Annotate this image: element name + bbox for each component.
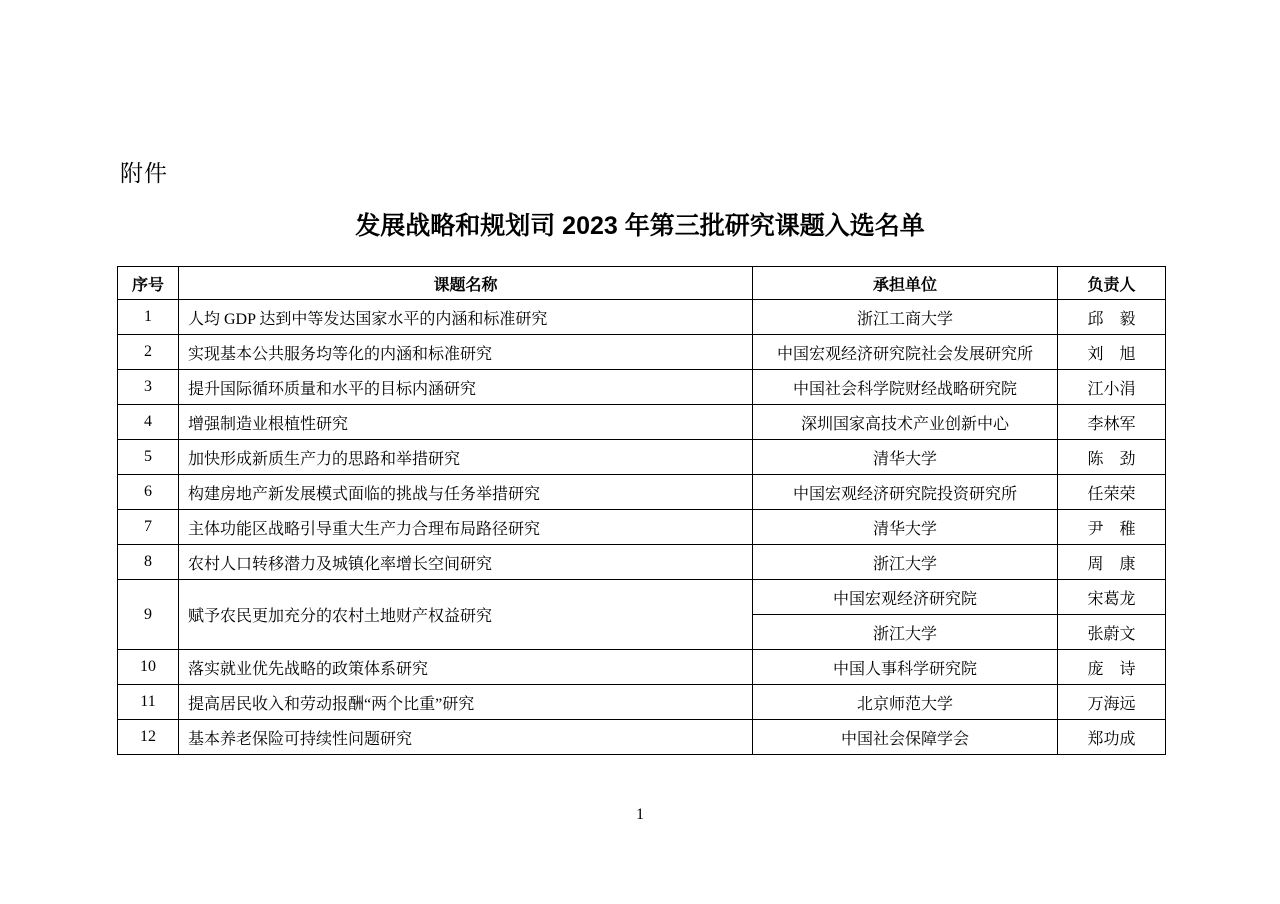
serial-number-cell: 11 [118,685,179,720]
leader-cell: 刘 旭 [1058,335,1166,370]
table-row [118,440,1166,475]
leader-cell: 邱 毅 [1058,300,1166,335]
serial-number-cell: 8 [118,545,179,580]
topic-name-cell: 赋予农民更加充分的农村土地财产权益研究 [179,580,753,650]
header-serial-number: 序号 [118,267,179,300]
serial-number-cell: 10 [118,650,179,685]
serial-number-cell: 1 [118,300,179,335]
unit-cell: 中国宏观经济研究院社会发展研究所 [753,335,1058,370]
topic-name-cell: 基本养老保险可持续性问题研究 [179,720,753,755]
table-body [118,300,1166,755]
unit-cell: 深圳国家高技术产业创新中心 [753,405,1058,440]
table-row [118,720,1166,755]
unit-cell: 清华大学 [753,510,1058,545]
topic-name-cell: 提升国际循环质量和水平的目标内涵研究 [179,370,753,405]
table-row [118,510,1166,545]
table-row [118,545,1166,580]
topic-name-cell: 构建房地产新发展模式面临的挑战与任务举措研究 [179,475,753,510]
leader-cell: 陈 劲 [1058,440,1166,475]
unit-cell: 浙江工商大学 [753,300,1058,335]
table-row [118,580,1166,615]
table-row [118,650,1166,685]
unit-cell: 中国社会科学院财经战略研究院 [753,370,1058,405]
topic-name-cell: 提高居民收入和劳动报酬“两个比重”研究 [179,685,753,720]
table-row [118,370,1166,405]
leader-cell: 任荣荣 [1058,475,1166,510]
table-row [118,405,1166,440]
leader-cell: 李林军 [1058,405,1166,440]
unit-cell: 中国人事科学研究院 [753,650,1058,685]
serial-number-cell: 6 [118,475,179,510]
leader-cell: 郑功成 [1058,720,1166,755]
table-row [118,685,1166,720]
serial-number-cell: 5 [118,440,179,475]
serial-number-cell: 7 [118,510,179,545]
topic-name-cell: 实现基本公共服务均等化的内涵和标准研究 [179,335,753,370]
serial-number-cell: 4 [118,405,179,440]
unit-cell: 清华大学 [753,440,1058,475]
serial-number-cell: 12 [118,720,179,755]
topic-name-cell: 人均 GDP 达到中等发达国家水平的内涵和标准研究 [179,300,753,335]
topic-name-cell: 落实就业优先战略的政策体系研究 [179,650,753,685]
table-row [118,335,1166,370]
unit-cell: 中国宏观经济研究院投资研究所 [753,475,1058,510]
leader-cell: 万海远 [1058,685,1166,720]
topic-name-cell: 农村人口转移潜力及城镇化率增长空间研究 [179,545,753,580]
table-row [118,475,1166,510]
results-table [117,266,1166,755]
serial-number-cell: 3 [118,370,179,405]
table-header-row [118,267,1166,300]
unit-cell: 中国宏观经济研究院 [753,580,1058,615]
header-leader: 负责人 [1058,267,1166,300]
leader-cell: 周 康 [1058,545,1166,580]
serial-number-cell: 9 [118,580,179,650]
topic-name-cell: 加快形成新质生产力的思路和举措研究 [179,440,753,475]
unit-cell: 中国社会保障学会 [753,720,1058,755]
topic-name-cell: 增强制造业根植性研究 [179,405,753,440]
leader-cell: 宋葛龙 [1058,580,1166,615]
serial-number-cell: 2 [118,335,179,370]
unit-cell: 北京师范大学 [753,685,1058,720]
page-number: 1 [636,806,644,823]
leader-cell: 江小涓 [1058,370,1166,405]
header-unit: 承担单位 [753,267,1058,300]
leader-cell: 庞 诗 [1058,650,1166,685]
document-title: 发展战略和规划司 2023 年第三批研究课题入选名单 [355,212,925,240]
table-row [118,300,1166,335]
topic-name-cell: 主体功能区战略引导重大生产力合理布局路径研究 [179,510,753,545]
attachment-label: 附件 [120,160,168,186]
unit-cell: 浙江大学 [753,615,1058,650]
unit-cell: 浙江大学 [753,545,1058,580]
header-topic-name: 课题名称 [179,267,753,300]
leader-cell: 尹 稚 [1058,510,1166,545]
leader-cell: 张蔚文 [1058,615,1166,650]
